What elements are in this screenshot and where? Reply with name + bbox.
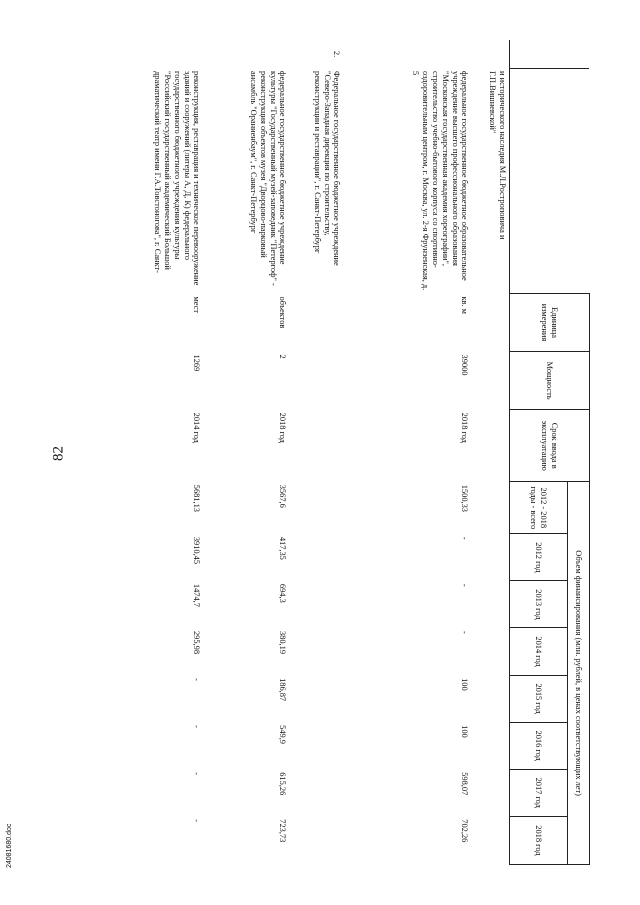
row-commission: 2018 год: [460, 412, 470, 443]
row-number: [84, 40, 204, 68]
row-capacity: 2: [278, 354, 288, 359]
row-2015: -: [192, 678, 202, 681]
row-2012: 417,35: [278, 536, 288, 560]
row-commission: 2018 год: [278, 412, 288, 443]
row-total: 5681,13: [192, 484, 202, 512]
header-2014: 2014 год: [510, 628, 568, 675]
row-commission: 2014 год: [192, 412, 202, 443]
row-2013: [290, 581, 344, 628]
header-unit: Единица измерения: [510, 293, 590, 351]
row-commission: [472, 410, 510, 482]
row-2018: [472, 816, 510, 864]
row-2018: 702,26: [460, 819, 470, 843]
row-2016: [290, 722, 344, 769]
funding-table: [84, 40, 591, 865]
row-2017: [472, 769, 510, 816]
header-2012: 2012 год: [510, 534, 568, 581]
row-2012: -: [460, 536, 470, 540]
row-2017: -: [192, 772, 202, 776]
row-2016: -: [192, 725, 202, 728]
page-number: 82: [50, 446, 67, 461]
row-2015: [472, 675, 510, 722]
header-capacity: Мощность: [510, 352, 590, 410]
row-name: и исторического наследия М.Л.Ростроповича и Г.П.Вишневской": [488, 71, 507, 240]
row-name: реконструкция, реставрация и техническое перевооружение зданий и сооружений (литеры А, Д, К) федерального государственного бюджетного учреждения культуры "Российский государственный академический Большой драматический театр имени Г.А.Товстоногова", г. Санкт-: [152, 71, 202, 286]
row-2013: [472, 581, 510, 628]
row-2016: 100: [460, 725, 470, 738]
row-name: федеральное государственное бюджетное учреждение культуры "Государственный музей-заповедник "Петергоф" - реконструкция объектов музея "Дворцово-парковый ансамбль "Ораниенбаум", г. Санкт-Петербург: [248, 71, 288, 286]
row-2012: [472, 534, 510, 581]
row-2016: [472, 722, 510, 769]
row-2018: 723,73: [278, 819, 288, 843]
row-2016: 549,9: [278, 725, 288, 744]
row-2015: 100: [460, 678, 470, 691]
row-2012: 3910,45: [192, 536, 202, 565]
row-capacity: 1269: [192, 354, 202, 372]
row-unit: объектов: [278, 296, 288, 329]
table-row: [84, 40, 204, 865]
table-row: [472, 40, 510, 865]
row-capacity: 39000: [460, 354, 470, 376]
row-2014: 295,98: [192, 630, 202, 655]
table-row: [290, 40, 344, 865]
row-unit: кв. м: [460, 296, 470, 314]
header-2013: 2013 год: [510, 581, 568, 628]
row-number: 2.: [332, 50, 342, 58]
row-total: 3567,6: [278, 484, 288, 508]
table-row: [344, 40, 472, 865]
header-2017: 2017 год: [510, 769, 568, 816]
row-unit: [290, 293, 344, 351]
row-2012: [290, 534, 344, 581]
row-name: федеральное государственное бюджетное образовательное учреждение высшего профессионального образования "Московская государственная академия хореографии", строительство учебно-бытового корпуса со спортивно-оздоровительным центром, г. Москва, ул. 2-я Фрунзенская, д. 5: [410, 71, 470, 291]
row-unit: [472, 293, 510, 351]
header-funding: Объем финансирования (млн. рублей, в ценах соответствующих лет): [568, 482, 590, 865]
row-2018: -: [192, 819, 202, 823]
row-total: 1500,33: [460, 484, 470, 512]
row-2014: [472, 628, 510, 675]
row-2015: [290, 675, 344, 722]
row-2018: [290, 816, 344, 864]
row-2014: 380,19: [278, 630, 288, 655]
row-2015: 186,87: [278, 678, 288, 702]
row-commission: [290, 410, 344, 482]
row-2013: -: [460, 583, 470, 587]
row-total: [472, 482, 510, 534]
row-name: Федеральное государственное бюджетное учреждение "Северо-Западная дирекция по строительству, реконструкции и реставрации", г. Санкт-Петербург: [312, 71, 342, 266]
rotated-table-container: [45, 40, 590, 865]
row-unit: мест: [192, 296, 202, 314]
row-capacity: [290, 352, 344, 410]
row-number: [344, 40, 472, 68]
footer-filename: 24081680.doc: [6, 823, 13, 868]
row-2017: 615,26: [278, 772, 288, 796]
header-2018: 2018 год: [510, 816, 568, 864]
row-2017: [290, 769, 344, 816]
header-num: [510, 40, 590, 68]
header-2016: 2016 год: [510, 722, 568, 769]
header-2015: 2015 год: [510, 675, 568, 722]
row-number: [204, 40, 290, 68]
row-number: [472, 40, 510, 68]
row-2014: -: [460, 630, 470, 634]
row-2017: 598,07: [460, 772, 470, 796]
header-name: [510, 68, 590, 293]
row-2014: [290, 628, 344, 675]
header-commission: Срок ввода в эксплуатацию: [510, 410, 590, 482]
table-row: [204, 40, 290, 865]
row-2013: 1474,7: [192, 583, 202, 607]
row-2013: 694,3: [278, 583, 288, 603]
row-total: [290, 482, 344, 534]
header-total: 2012 - 2018 годы - всего: [510, 482, 568, 534]
row-capacity: [472, 352, 510, 410]
